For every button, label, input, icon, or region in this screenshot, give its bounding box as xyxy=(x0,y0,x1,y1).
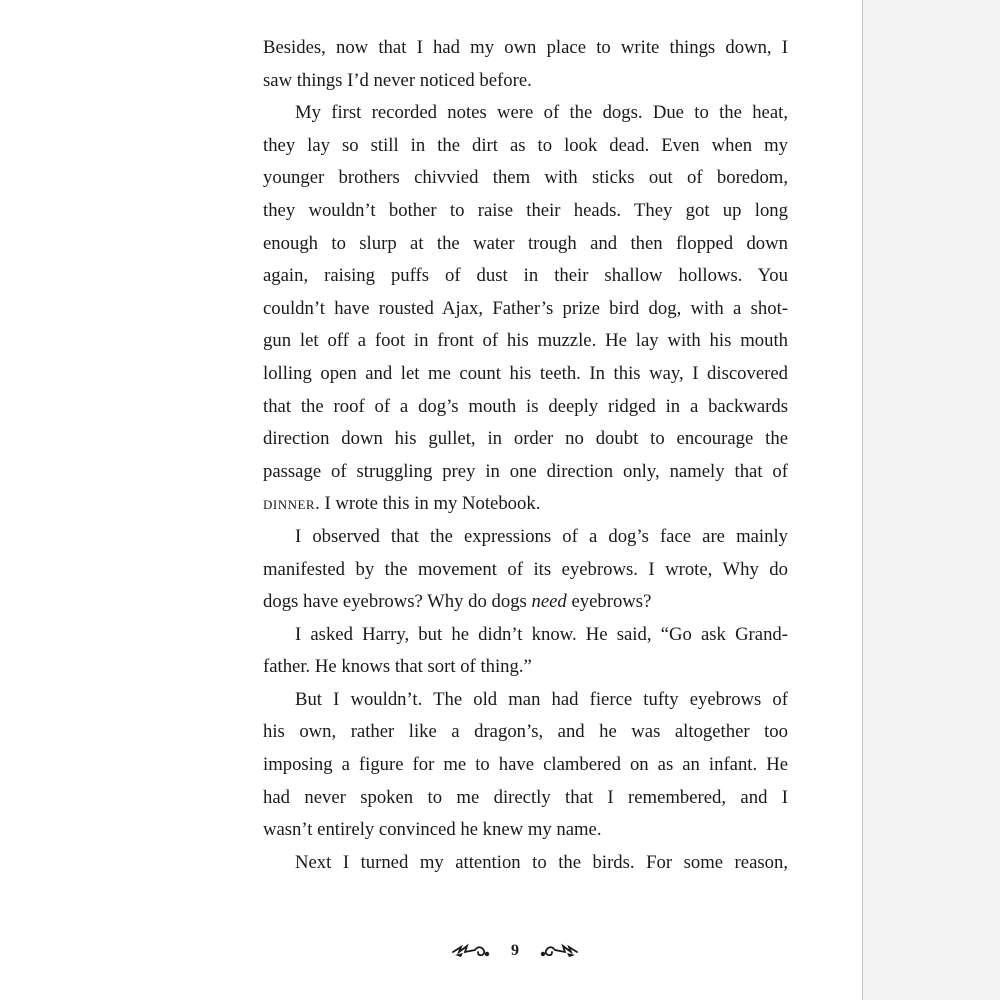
fleuron-right-icon xyxy=(533,941,579,961)
text-line: lolling open and let me count his teeth. In this way, I discovered xyxy=(263,362,788,384)
text-line: his own, rather like a dragon’s, and he was altogether too xyxy=(263,721,788,743)
eyebrows-line-before: dogs have eyebrows? Why do dogs xyxy=(263,591,532,613)
fleuron-left-icon xyxy=(451,941,497,961)
text-line: younger brothers chivvied them with sticks out of boredom, xyxy=(263,167,788,189)
page-footer xyxy=(440,936,590,966)
text-line: Besides, now that I had my own place to write things down, I xyxy=(263,37,788,58)
italic-need: need xyxy=(531,591,567,613)
text-line: father. He knows that sort of thing.” xyxy=(263,656,532,678)
text-line: they lay so still in the dirt as to look dead. Even when my xyxy=(263,134,788,156)
text-line: gun let off a foot in front of his muzzle. He lay with his mouth xyxy=(263,330,788,352)
text-line: wasn’t entirely convinced he knew my name. xyxy=(263,819,602,841)
text-line-eyebrows xyxy=(263,586,788,619)
smallcaps-dinner: dinner xyxy=(263,493,316,515)
text-line: had never spoken to me directly that I remembered, and I xyxy=(263,786,788,808)
text-line: But I wouldn’t. The old man had fierce tufty eyebrows of xyxy=(295,688,788,710)
text-line-dinner xyxy=(263,488,788,521)
text-line: couldn’t have rousted Ajax, Father’s prize bird dog, with a shot- xyxy=(263,297,788,319)
text-line: Next I turned my attention to the birds. For some reason, xyxy=(295,851,788,873)
text-line: that the roof of a dog’s mouth is deeply ridged in a backwards xyxy=(263,395,788,417)
text-line: imposing a figure for me to have clambered on as an infant. He xyxy=(263,754,788,776)
dinner-line-rest: . I wrote this in my Notebook. xyxy=(315,493,541,515)
page-gutter xyxy=(862,0,1000,1000)
text-line: saw things I’d never noticed before. xyxy=(263,69,532,91)
text-line: I asked Harry, but he didn’t know. He said, “Go ask Grand- xyxy=(295,623,788,645)
text-line: manifested by the movement of its eyebrows. I wrote, Why do xyxy=(263,558,788,580)
text-line: I observed that the expressions of a dog’s face are mainly xyxy=(295,525,788,547)
text-line: passage of struggling prey in one direction only, namely that of xyxy=(263,460,788,482)
text-line: again, raising puffs of dust in their shallow hollows. You xyxy=(263,265,788,287)
text-line: direction down his gullet, in order no doubt to encourage the xyxy=(263,428,788,450)
text-line: they wouldn’t bother to raise their heads. They got up long xyxy=(263,199,788,221)
page-number: 9 xyxy=(511,942,519,959)
text-line: My first recorded notes were of the dogs. Due to the heat, xyxy=(295,102,788,124)
eyebrows-line-after: eyebrows? xyxy=(566,591,652,613)
text-line: enough to slurp at the water trough and then flopped down xyxy=(263,232,788,254)
body-text xyxy=(263,32,788,879)
